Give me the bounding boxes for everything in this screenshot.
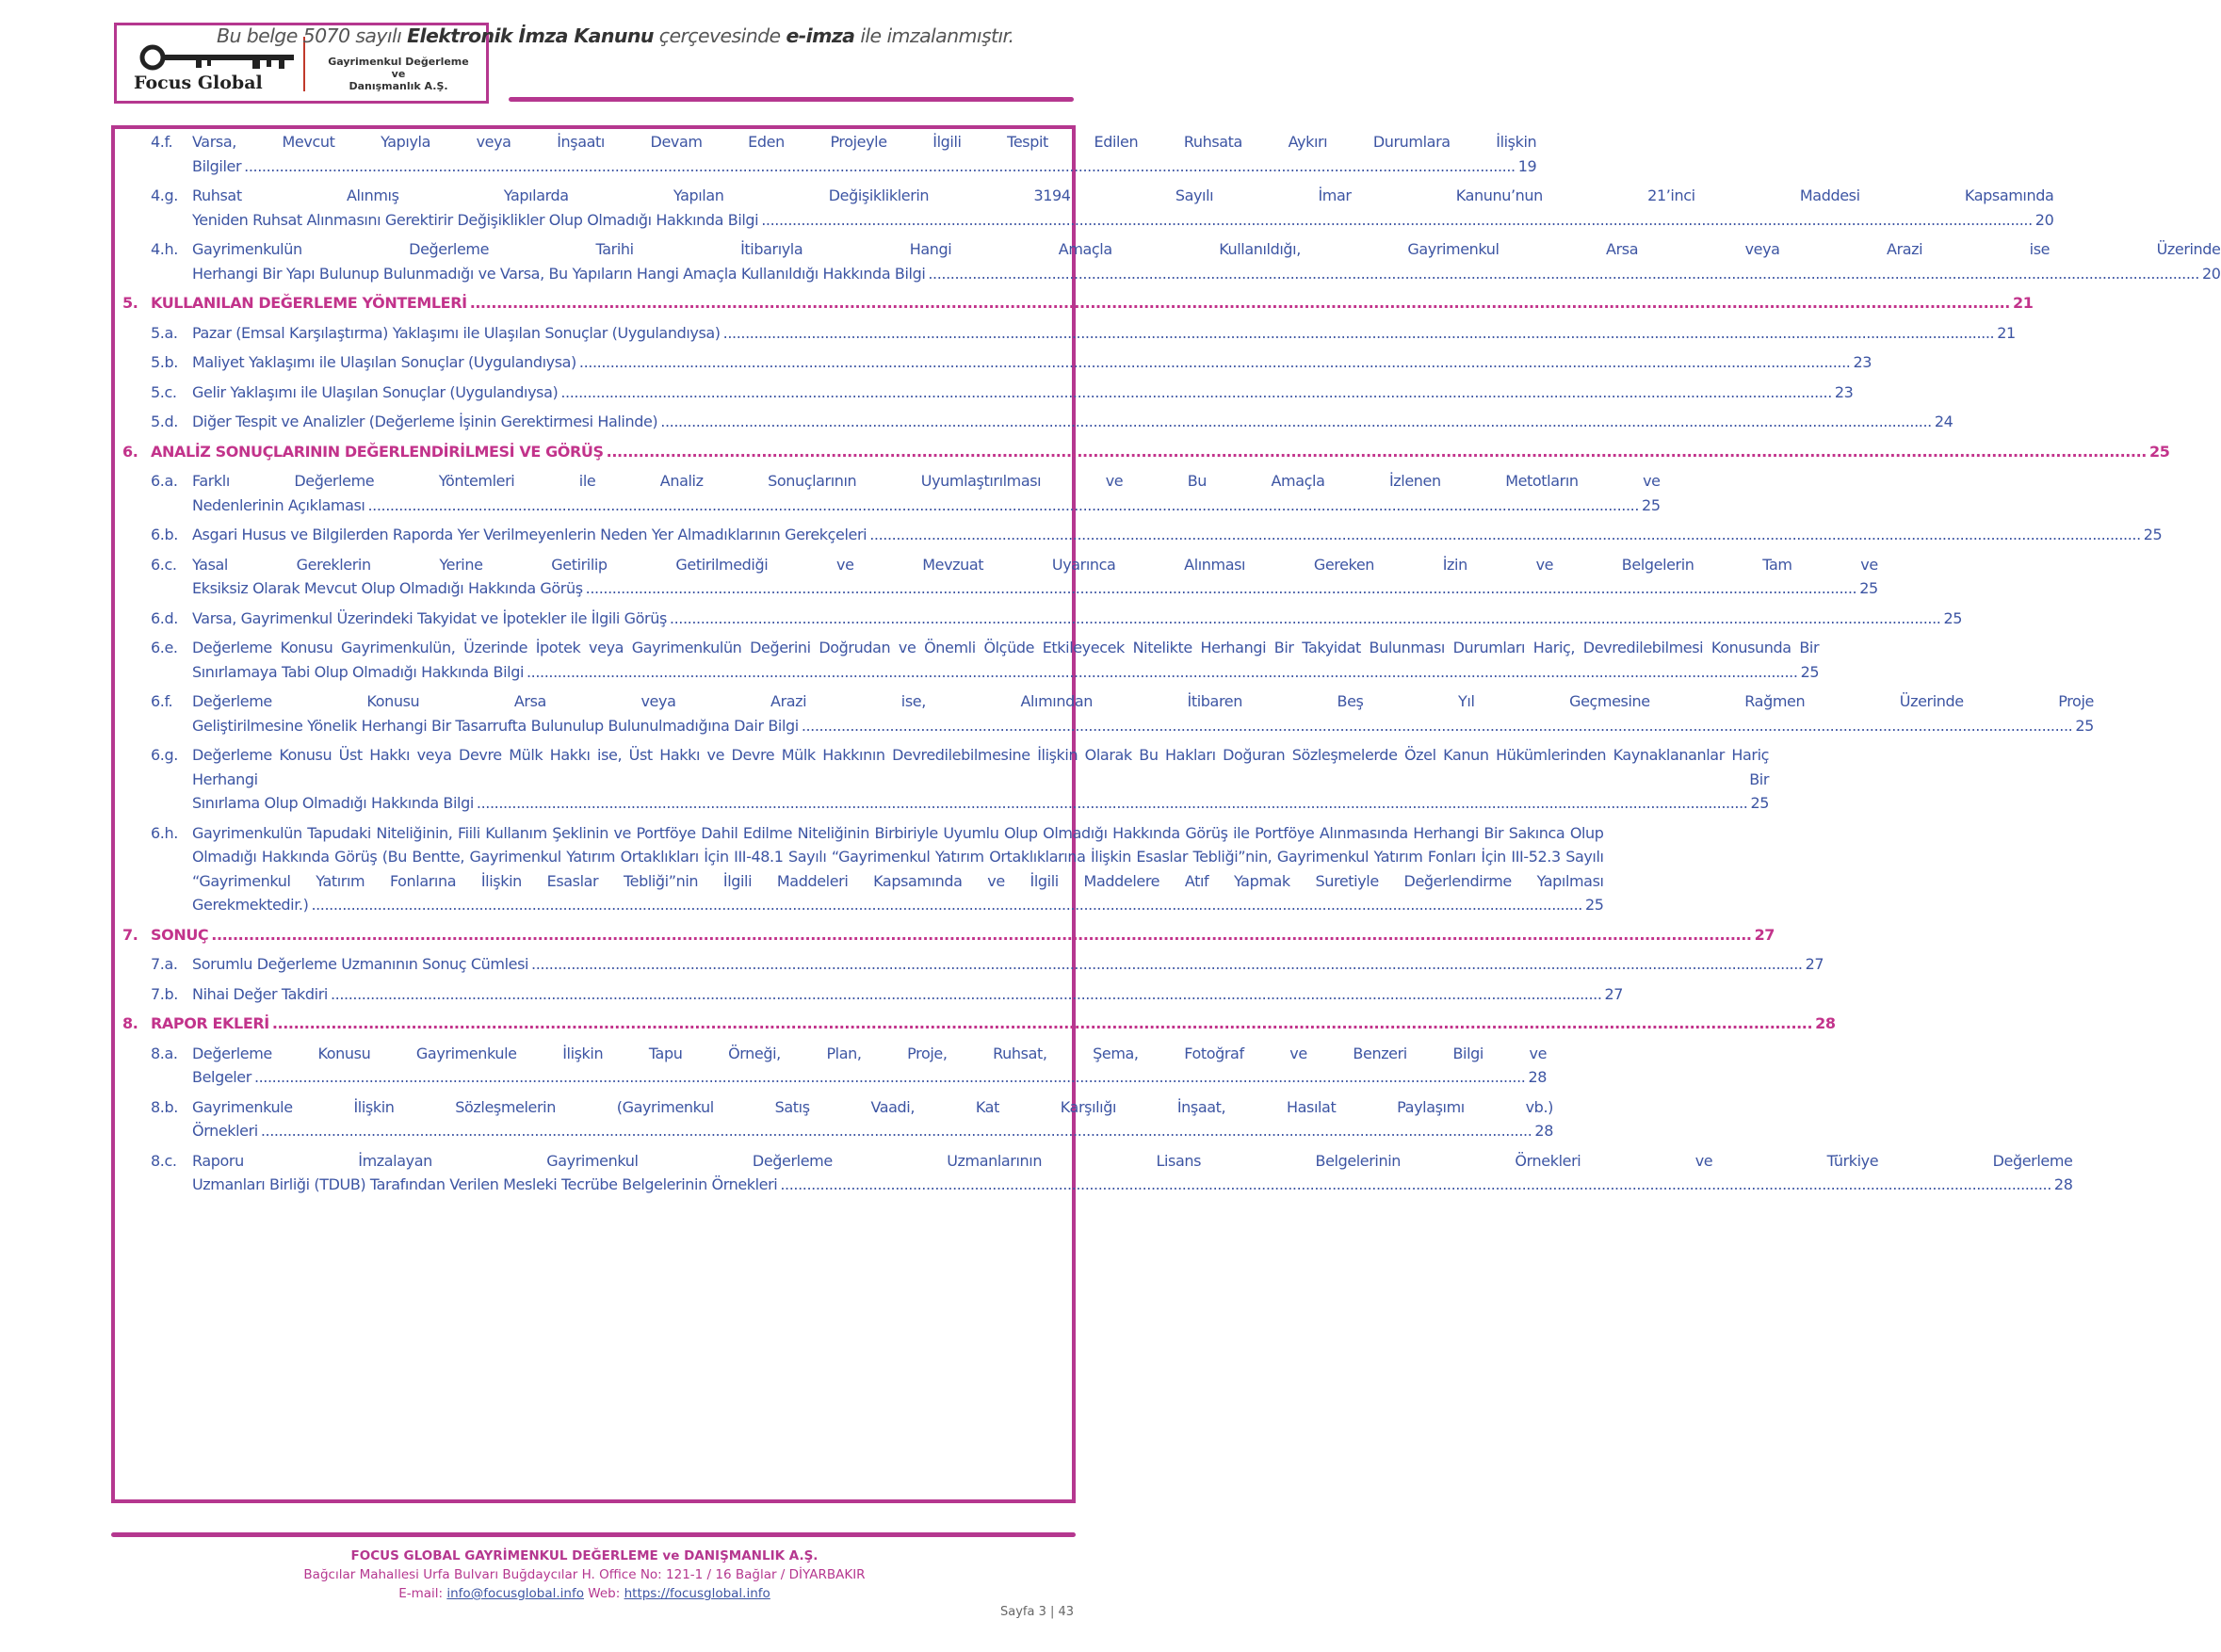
toc-dot-leader	[802, 714, 2073, 738]
logo-subtitle-line: ve	[391, 68, 406, 80]
toc-page-number: 25	[1800, 662, 1820, 681]
toc-title: Nedenlerinin Açıklaması	[192, 495, 365, 514]
toc-leader-line	[192, 410, 1953, 434]
toc-title: Raporu İmzalayan Gayrimenkul Değerleme Uzmanlarının Lisans Belgelerinin Örnekleri ve Türkiye Değerleme	[192, 1151, 2073, 1170]
toc-title: Değerleme Konusu Gayrimenkulün, Üzerinde İpotek veya Gayrimenkulün Değerini Doğrudan ve Önemli Ölçüde Etkileyecek Nitelikte Herhangi Bir Takyidat Bulunması Durumları Hariç, Devredilebilmesi Konusunda Bir	[192, 639, 1820, 656]
toc-entry-body	[192, 636, 1819, 684]
toc-number: 6.c.	[151, 555, 177, 574]
toc-subsection[interactable]	[122, 952, 1824, 977]
toc-title: Asgari Husus ve Bilgilerden Raporda Yer Verilmeyenlerin Neden Yer Almadıklarının Gerekçeleri	[192, 526, 867, 543]
toc-page-number: 23	[1834, 382, 1854, 401]
footer-address: Bağcılar Mahallesi Urfa Bulvarı Buğdaycılar H. Office No: 121-1 / 16 Bağlar / DİYARBAKIR	[303, 1567, 866, 1582]
logo-subtitle	[309, 56, 488, 92]
toc-page-number: 25	[1750, 794, 1770, 812]
toc-entry-body	[192, 1095, 1553, 1143]
toc-number: 4.h.	[151, 240, 178, 258]
toc-page-number: 25	[1585, 896, 1604, 914]
toc-entry-body	[192, 1149, 2072, 1197]
toc-entry-body	[151, 291, 2033, 316]
key-icon	[139, 44, 300, 73]
toc-leader-line	[192, 350, 1872, 375]
toc-entry-body	[192, 952, 1824, 977]
toc-title: Herhangi Bir Yapı Bulunup Bulunmadığı ve Varsa, Bu Yapıların Hangi Amaçla Kullanıldığı Hakkında Bilgi	[192, 264, 926, 283]
toc-entry-body	[192, 237, 2221, 285]
toc-page-number: 27	[1604, 984, 1624, 1003]
toc-title: Yeniden Ruhsat Alınmasını Gerektirir Değişiklikler Olup Olmadığı Hakkında Bilgi	[192, 210, 759, 229]
toc-page-number: 21	[1997, 323, 2016, 342]
toc-entry-body	[192, 469, 1661, 517]
toc-title: Geliştirilmesine Yönelik Herhangi Bir Tasarrufta Bulunulup Bulunulmadığına Dair Bilgi	[192, 716, 799, 735]
toc-entry-body	[151, 1012, 1836, 1036]
toc-entry-body	[192, 130, 1536, 178]
toc-dot-leader	[261, 1119, 1532, 1143]
toc-number: 6.d.	[151, 608, 178, 627]
toc-dot-leader	[531, 952, 1803, 977]
toc-leader-line	[192, 576, 1878, 601]
toc-title: KULLANILAN DEĞERLEME YÖNTEMLERİ	[151, 294, 467, 312]
footer-rule	[111, 1532, 1076, 1537]
toc-dot-leader	[780, 1173, 2051, 1197]
e-signature-text: Bu belge 5070 sayılı	[217, 24, 408, 47]
toc-entry-body	[192, 523, 2162, 547]
toc-entry-body	[192, 982, 1623, 1007]
toc-title: Varsa, Gayrimenkul Üzerindeki Takyidat ve İpotekler ile İlgili Görüş	[192, 608, 667, 627]
toc-entry-body	[192, 821, 1604, 917]
toc-page-number: 25	[2075, 716, 2094, 735]
toc-dot-leader	[660, 410, 1932, 434]
toc-subsection[interactable]	[122, 381, 1854, 405]
toc-subsection[interactable]	[122, 821, 1604, 917]
toc-dot-leader	[586, 576, 1857, 601]
toc-subsection[interactable]	[122, 1042, 1548, 1090]
toc-title: Gayrimenkule İlişkin Sözleşmelerin (Gayrimenkul Satış Vaadi, Kat Karşılığı İnşaat, Hasılat Paylaşımı vb.)	[192, 1097, 1553, 1116]
toc-page-number: 28	[1815, 1014, 1836, 1032]
toc-title: RAPOR EKLERİ	[151, 1014, 269, 1032]
toc-dot-leader	[869, 523, 2141, 547]
e-signature-text: ile imzalanmıştır.	[854, 24, 1014, 47]
toc-number: 6.h.	[151, 823, 178, 842]
toc-leader-line	[192, 1065, 1547, 1090]
toc-leader-line	[151, 923, 1775, 947]
toc-section[interactable]	[122, 291, 2034, 316]
toc-leader-line	[192, 660, 1819, 685]
toc-page-number: 24	[1934, 413, 1954, 430]
footer-contact	[0, 1586, 1169, 1601]
e-signature-notice	[217, 24, 1013, 47]
toc-subsection[interactable]	[122, 469, 1661, 517]
toc-dot-leader	[470, 291, 2010, 316]
toc-number: 8.a.	[151, 1044, 178, 1062]
toc-subsection[interactable]	[122, 410, 1954, 434]
toc-subsection[interactable]	[122, 636, 1820, 684]
toc-title: Sorumlu Değerleme Uzmanının Sonuç Cümlesi	[192, 955, 529, 973]
toc-leader-line	[192, 208, 2053, 233]
web-link[interactable]: https://focusglobal.info	[624, 1586, 770, 1601]
toc-leader-line	[192, 791, 1769, 816]
toc-title: Örnekleri	[192, 1122, 258, 1140]
footer-company: FOCUS GLOBAL GAYRİMENKUL DEĞERLEME ve DANIŞMANLIK A.Ş.	[350, 1548, 819, 1563]
toc-subsection[interactable]	[122, 982, 1624, 1007]
toc-leader-line	[151, 440, 2169, 464]
toc-dot-leader	[670, 607, 1941, 631]
toc-number: 4.g.	[151, 186, 178, 204]
toc-entry-body	[151, 923, 1775, 947]
toc-dot-leader	[579, 350, 1851, 375]
toc-dot-leader	[477, 791, 1748, 816]
toc-page-number: 28	[1528, 1068, 1548, 1086]
toc-page-number: 21	[2013, 294, 2034, 312]
toc-title: Gelir Yaklaşımı ile Ulaşılan Sonuçlar (Uygulandıysa)	[192, 382, 559, 401]
toc-page-number: 20	[2201, 264, 2221, 283]
toc-number: 5.b.	[151, 353, 178, 371]
toc-page-number: 25	[2143, 526, 2163, 543]
toc-title: Bilgiler	[192, 156, 242, 175]
toc-number: 6.	[122, 442, 138, 461]
toc-dot-leader	[527, 660, 1798, 685]
toc-subsection[interactable]	[122, 350, 1872, 375]
toc-subsection[interactable]	[122, 1149, 2073, 1197]
toc-leader-line	[192, 714, 2094, 738]
toc-entry-body	[192, 350, 1872, 375]
toc-dot-leader	[211, 923, 1751, 947]
toc-title: Değerleme Konusu Arsa veya Arazi ise, Alımından İtibaren Beş Yıl Geçmesine Rağmen Üzerinde Proje	[192, 692, 2094, 710]
toc-number: 8.b.	[151, 1097, 178, 1116]
toc-page-number: 25	[1943, 608, 1963, 627]
toc-subsection[interactable]	[122, 523, 2163, 547]
toc-entry-body	[192, 1042, 1547, 1090]
toc-leader-line	[192, 154, 1536, 179]
toc-entry-body	[151, 440, 2169, 464]
toc-subsection[interactable]	[122, 130, 1537, 178]
toc-title: Nihai Değer Takdiri	[192, 984, 328, 1003]
toc-page-number: 28	[2053, 1175, 2073, 1193]
toc-page-number: 25	[1642, 495, 1661, 514]
toc-title: Maliyet Yaklaşımı ile Ulaşılan Sonuçlar (Uygulandıysa)	[192, 353, 576, 371]
toc-title: Sınırlamaya Tabi Olup Olmadığı Hakkında Bilgi	[192, 662, 524, 681]
toc-leader-line	[192, 982, 1623, 1007]
toc-title: Diğer Tespit ve Analizler (Değerleme İşinin Gerektirmesi Halinde)	[192, 413, 658, 430]
toc-subsection[interactable]	[122, 607, 1963, 631]
toc-dot-leader	[560, 381, 1832, 405]
toc-number: 7.a.	[151, 955, 178, 973]
toc-dot-leader	[367, 494, 1639, 518]
toc-leader-line	[192, 262, 2221, 286]
toc-subsection[interactable]	[122, 321, 2016, 346]
toc-entry-body	[192, 607, 1962, 631]
toc-entry-body	[192, 410, 1953, 434]
toc-page-number: 19	[1517, 156, 1537, 175]
toc-number: 5.	[122, 294, 138, 312]
toc-number: 8.c.	[151, 1151, 177, 1170]
toc-leader-line	[192, 381, 1853, 405]
page-number: Sayfa 3 | 43	[1000, 1605, 1075, 1619]
toc-number: 6.b.	[151, 526, 178, 543]
toc-section[interactable]	[122, 1012, 1836, 1036]
toc-page-number: 23	[1853, 353, 1872, 371]
toc-leader-line	[192, 321, 2016, 346]
toc-leader-line	[192, 1173, 2072, 1197]
toc-subsection[interactable]	[122, 237, 2221, 285]
toc-title: Yasal Gereklerin Yerine Getirilip Getirilmediği ve Mevzuat Uyarınca Alınması Gereken İzin ve Belgelerin Tam ve	[192, 555, 1878, 574]
toc-entry-body	[192, 689, 2094, 737]
toc-dot-leader	[761, 208, 2033, 233]
toc-page-number: 27	[1805, 955, 1824, 973]
toc-leader-line	[192, 952, 1824, 977]
e-signature-law: Elektronik İmza Kanunu	[407, 24, 654, 47]
email-link[interactable]: info@focusglobal.info	[446, 1586, 585, 1601]
toc-page-number: 25	[1859, 579, 1878, 597]
toc-leader-line	[192, 1119, 1553, 1143]
toc-title: Sınırlama Olup Olmadığı Hakkında Bilgi	[192, 794, 474, 812]
toc-subsection[interactable]	[122, 743, 1770, 816]
toc-dot-leader	[272, 1012, 1812, 1036]
toc-title: Değerleme Konusu Gayrimenkule İlişkin Tapu Örneği, Plan, Proje, Ruhsat, Şema, Fotoğraf ve Benzeri Bilgi ve	[192, 1044, 1548, 1062]
toc-title: Değerleme Konusu Üst Hakkı veya Devre Mülk Hakkı ise, Üst Hakkı ve Devre Mülk Hakkının Devredilebilmesine İlişkin Olarak Bu Hakları Doğuran Sözleşmelerde Özel Kanun Hükümlerinden Kaynaklananlar Hariç Herhangi Bir	[192, 746, 1770, 788]
toc-entry-body	[192, 321, 2016, 346]
toc-number: 5.a.	[151, 323, 178, 342]
toc-subsection[interactable]	[122, 689, 2094, 737]
toc-leader-line	[192, 607, 1962, 631]
toc-dot-leader	[331, 982, 1602, 1007]
toc-page-number: 25	[2148, 442, 2170, 461]
toc-dot-leader	[723, 321, 1995, 346]
email-label: E-mail:	[398, 1586, 447, 1601]
toc-leader-line	[151, 1012, 1836, 1036]
toc-title: Farklı Değerleme Yöntemleri ile Analiz Sonuçlarının Uyumlaştırılması ve Bu Amaçla İzlenen Metotların ve	[192, 472, 1661, 490]
toc-dot-leader	[607, 440, 2147, 464]
toc-number: 7.b.	[151, 984, 178, 1003]
toc-entry-body	[192, 184, 2053, 232]
toc-title: Gerekmektedir.)	[192, 896, 309, 914]
toc-number: 4.f.	[151, 133, 173, 151]
toc-title: Varsa, Mevcut Yapıyla veya İnşaatı Devam Eden Projeyle İlgili Tespit Edilen Ruhsata Aykırı Durumlara İlişkin	[192, 133, 1537, 151]
toc-number: 7.	[122, 925, 138, 944]
logo-name: Focus Global	[134, 73, 263, 93]
toc-number: 5.d.	[151, 413, 178, 430]
toc-dot-leader	[254, 1065, 1526, 1090]
toc-title: Gayrimenkulün Tapudaki Niteliğinin, Fiili Kullanım Şeklinin ve Portföye Dahil Edilme Niteliğinin Birbiriyle Uyumlu Olup Olmadığı Hakkında Görüş ile Portföye Alınmasında Herhangi Bir Sakınca Olup Olmadığı Hakkında Görüş (Bu Bentte, Gayrimenkul Yatırım Ortaklıkları İçin III-48.1 Sayılı “Gayrimenkul Yatırım Ortaklıklarına İlişkin Esaslar Tebliği”nin, Gayrimenkul Yatırım Fonları İçin III-52.3 Sayılı “Gayrimenkul Yatırım Fonlarına İlişkin Esaslar Tebliği”nin İlgili Maddeleri Kapsamında ve İlgili Maddelere Atıf Yapmak Suretiyle Değerlendirme Yapılması	[192, 823, 1604, 890]
toc-subsection[interactable]	[122, 1095, 1553, 1143]
toc-number: 8.	[122, 1014, 138, 1032]
toc-dot-leader	[928, 262, 2199, 286]
toc-section[interactable]	[122, 923, 1775, 947]
toc-number: 6.e.	[151, 639, 178, 656]
logo-subtitle-line: Danışmanlık A.Ş.	[349, 80, 448, 92]
toc-title: Ruhsat Alınmış Yapılarda Yapılan Değişikliklerin 3194 Sayılı İmar Kanunu’nun 21’inci Maddesi Kapsamında	[192, 186, 2054, 204]
toc-leader-line	[192, 494, 1661, 518]
e-signature-term: e-imza	[786, 24, 855, 47]
toc-title: Pazar (Emsal Karşılaştırma) Yaklaşımı ile Ulaşılan Sonuçlar (Uygulandıysa)	[192, 323, 721, 342]
toc-subsection[interactable]	[122, 553, 1878, 601]
e-signature-text: çerçevesinde	[653, 24, 786, 47]
toc-number: 6.a.	[151, 472, 178, 490]
toc-number: 6.f.	[151, 692, 173, 710]
toc-title: ANALİZ SONUÇLARININ DEĞERLENDİRİLMESİ VE GÖRÜŞ	[151, 442, 604, 461]
toc-dot-leader	[311, 893, 1582, 917]
toc-title: SONUÇ	[151, 925, 209, 944]
toc-subsection[interactable]	[122, 184, 2054, 232]
toc-title: Eksiksiz Olarak Mevcut Olup Olmadığı Hakkında Görüş	[192, 579, 583, 597]
toc-number: 5.c.	[151, 382, 177, 401]
toc-title: Belgeler	[192, 1068, 251, 1086]
logo-subtitle-line: Gayrimenkul Değerleme	[328, 56, 469, 68]
toc-leader-line	[151, 291, 2033, 316]
toc-leader-line	[192, 523, 2162, 547]
toc-title: Gayrimenkulün Değerleme Tarihi İtibarıyla Hangi Amaçla Kullanıldığı, Gayrimenkul Arsa veya Arazi ise Üzerinde	[192, 240, 2221, 258]
toc-entry-body	[192, 743, 1769, 816]
toc-entry-body	[192, 553, 1878, 601]
toc-page-number: 20	[2035, 210, 2054, 229]
header-rule	[509, 97, 1074, 102]
toc-page-number: 28	[1534, 1122, 1553, 1140]
toc-leader-line	[192, 893, 1604, 917]
table-of-contents	[122, 130, 2221, 1203]
toc-dot-leader	[244, 154, 1516, 179]
toc-title: Uzmanları Birliği (TDUB) Tarafından Verilen Mesleki Tecrübe Belgelerinin Örnekleri	[192, 1175, 778, 1193]
web-label: Web:	[584, 1586, 624, 1601]
toc-number: 6.g.	[151, 746, 178, 764]
toc-entry-body	[192, 381, 1853, 405]
toc-section[interactable]	[122, 440, 2170, 464]
toc-page-number: 27	[1754, 925, 1775, 944]
